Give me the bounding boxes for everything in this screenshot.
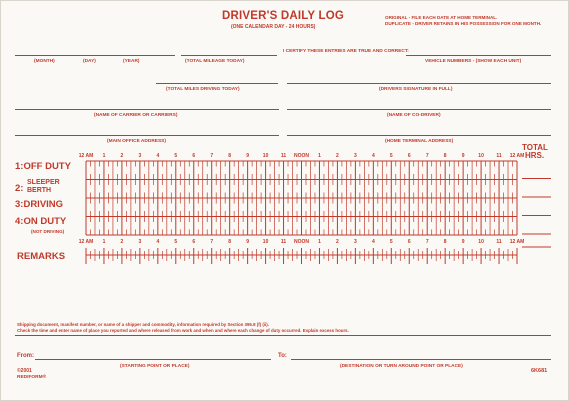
hour-label-bottom: 3 xyxy=(138,239,142,245)
to-label: To: xyxy=(278,353,287,359)
row-label-not-driving: (NOT DRIVING) xyxy=(31,229,65,234)
hour-label-top: 1 xyxy=(102,153,106,159)
total-label: TOTAL xyxy=(522,143,548,152)
hour-label-bottom: 8 xyxy=(228,239,232,245)
hour-label-top: 11 xyxy=(496,153,502,159)
month-label: (MONTH) xyxy=(34,59,55,64)
row-label-sleeper-num: 2: xyxy=(15,183,24,194)
duty-change-instructions: Check the time and enter name of place you reported and where released from work and when and where each change of duty occurred. Explain excess hours. xyxy=(17,328,349,333)
hour-label-top: 3 xyxy=(353,153,357,159)
hour-label-top: 2 xyxy=(336,153,339,159)
driver-signature-label: (DRIVERS SIGNATURE IN FULL) xyxy=(379,87,453,92)
remarks-ticks xyxy=(86,248,517,264)
hour-label-top: 10 xyxy=(262,153,269,159)
hour-label-bottom: 1 xyxy=(318,239,321,245)
hour-label-bottom: 10 xyxy=(478,239,484,245)
brand-logo: REDIFORM® xyxy=(17,375,47,380)
hour-label-top: 11 xyxy=(280,153,287,159)
hour-label-bottom: 8 xyxy=(443,239,447,245)
from-label: From: xyxy=(17,353,34,359)
total-mileage-label: (TOTAL MILEAGE TODAY) xyxy=(185,59,245,64)
hour-label-bottom: 4 xyxy=(156,239,160,245)
grid-lines xyxy=(86,161,517,235)
hour-label-top: 5 xyxy=(389,153,393,159)
original-note: ORIGINAL - FILE EACH DATE AT HOME TERMINAL. xyxy=(385,15,498,20)
hour-label-top: 6 xyxy=(192,153,196,159)
hour-label-bottom: 12 AM xyxy=(78,239,94,245)
hour-label-bottom: NOON xyxy=(294,239,309,245)
hour-label-bottom: 1 xyxy=(102,239,106,245)
hour-label-bottom: 2 xyxy=(336,239,339,245)
row-label-sleeper: SLEEPER xyxy=(27,179,60,186)
hour-label-top: 3 xyxy=(138,153,142,159)
row-label-on-duty: 4:ON DUTY xyxy=(15,216,67,227)
form-code: 6K681 xyxy=(531,368,548,374)
remarks-label: REMARKS xyxy=(17,251,66,262)
hour-labels-top xyxy=(79,153,525,159)
hour-label-bottom: 6 xyxy=(192,239,196,245)
hour-label-top: 6 xyxy=(407,153,411,159)
hrs-label: HRS. xyxy=(525,151,545,160)
hour-label-bottom: 2 xyxy=(120,239,124,245)
hour-label-top: 7 xyxy=(425,153,429,159)
to-line[interactable] xyxy=(291,359,551,360)
row-label-berth: BERTH xyxy=(27,187,52,194)
duplicate-note: DUPLICATE - DRIVER RETAINS IN HIS POSSESSION FOR ONE MONTH. xyxy=(385,21,542,26)
hour-label-bottom: 5 xyxy=(389,239,393,245)
carrier-name-label: (NAME OF CARRIER OR CARRIERS) xyxy=(94,113,178,118)
form-subtitle: (ONE CALENDAR DAY - 24 HOURS) xyxy=(231,24,316,30)
hour-label-bottom: 9 xyxy=(461,239,465,245)
hour-label-top: 5 xyxy=(174,153,178,159)
hour-label-top: 10 xyxy=(478,153,484,159)
shipping-instructions: Shipping document, manifest number, or name of a shipper and commodity, information required by Section 395.8 (f) (ii). xyxy=(17,322,269,327)
duty-status-grid[interactable] xyxy=(1,1,568,400)
hour-label-bottom: 11 xyxy=(280,239,287,245)
day-label: (DAY) xyxy=(83,59,96,64)
hour-label-top: 12 AM xyxy=(78,153,94,159)
codriver-name-label: (NAME OF CO-DRIVER) xyxy=(387,113,441,118)
vehicle-numbers-label: VEHICLE NUMBERS - (SHOW EACH UNIT) xyxy=(425,59,522,64)
total-lines xyxy=(522,179,551,248)
hour-label-bottom: 4 xyxy=(371,239,375,245)
hour-labels-bottom xyxy=(79,239,525,245)
hour-label-top: NOON xyxy=(294,153,309,159)
hour-label-top: 12 AM xyxy=(509,153,525,159)
hour-label-top: 9 xyxy=(246,153,250,159)
year-label: (YEAR) xyxy=(123,59,140,64)
from-line[interactable] xyxy=(35,359,271,360)
hour-label-top: 4 xyxy=(371,153,375,159)
hour-label-top: 2 xyxy=(120,153,124,159)
main-office-label: (MAIN OFFICE ADDRESS) xyxy=(107,139,166,144)
form-title: DRIVER'S DAILY LOG xyxy=(222,10,344,22)
hour-label-bottom: 11 xyxy=(496,239,502,245)
hour-label-bottom: 6 xyxy=(407,239,411,245)
home-terminal-label: (HOME TERMINAL ADDRESS) xyxy=(385,139,454,144)
destination-label: (DESTINATION OR TURN AROUND POINT OR PLACE) xyxy=(340,364,463,369)
hour-label-top: 4 xyxy=(156,153,160,159)
copyright-text: ©2001 xyxy=(17,368,32,374)
hour-label-bottom: 5 xyxy=(174,239,178,245)
hour-label-bottom: 10 xyxy=(262,239,269,245)
hour-label-bottom: 9 xyxy=(246,239,250,245)
hour-label-bottom: 7 xyxy=(210,239,214,245)
remarks-divider xyxy=(15,335,551,336)
starting-point-label: (STARTING POINT OR PLACE) xyxy=(120,364,190,369)
hour-label-bottom: 7 xyxy=(425,239,429,245)
certify-label: I CERTIFY THESE ENTRIES ARE TRUE AND CORRECT: xyxy=(283,49,409,54)
hour-label-bottom: 3 xyxy=(353,239,357,245)
hour-label-top: 7 xyxy=(210,153,214,159)
hour-label-top: 1 xyxy=(318,153,321,159)
hour-label-bottom: 12 AM xyxy=(509,239,525,245)
hour-label-top: 9 xyxy=(461,153,465,159)
row-label-off-duty: 1:OFF DUTY xyxy=(15,161,71,172)
hour-label-top: 8 xyxy=(443,153,447,159)
total-miles-driving-label: (TOTAL MILES DRIVING TODAY) xyxy=(166,87,240,92)
row-label-driving: 3:DRIVING xyxy=(15,199,64,210)
hour-label-top: 8 xyxy=(228,153,232,159)
